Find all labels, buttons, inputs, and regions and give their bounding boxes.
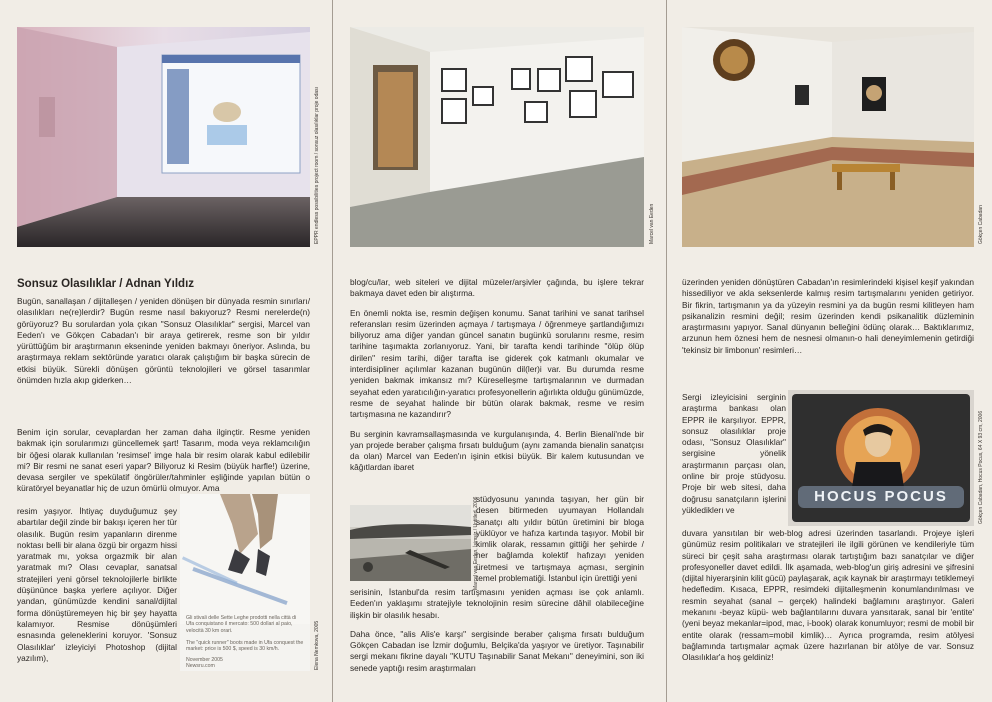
paragraph: Sergi izleyicisini serginin araştırma bankası olan EPPR ile karşılıyor. EPPR, sonsuz olasılıklar proje odası, "Sonsuz Olasılıklar" sergisine yönelik araştırmanın parçası olan, online bir proje stüdyosu. Proje bir web sitesi, daha doğrusu sanatçıların işlerini yüklediklerı ve — [682, 392, 786, 515]
inset-caption-italian: Gli stivali delle Sette Leghe prodotti nella città di Ufa conquistano il mercato: 500 dollari al paio, velocità 30 km orari. — [186, 615, 297, 634]
paragraph: üzerinden yeniden dönüştüren Cabadan'ın resimlerindeki kişisel keşif yakından hissediliyor ve akla seksenlerde kalmış resim tartışmalarını yeniden getiriyor. Bir fikrin, tartışmanın ya da yüzeyin resmini ya da bugün resmi kilitleyen ham psikanalizin resmini değil; resim üzerinden kendi psikanalitik düzleminin araştırmasını yapıyor. Sanal dünyanın belleğini ödünç olarak… Baktıklarımız, arzunun hem öznesi hem de nesnesi olmanın-o hali deneyimlemenin getirdiği 'tekinsiz bir limbonun' resimleri… — [682, 277, 974, 355]
article-column-2b — [476, 494, 644, 584]
gallery-frames-photo — [350, 27, 644, 247]
paragraph: Bu serginin kavramsallaşmasında ve kurgulanışında, 4. Berlin Bienali'nde bir yan projede beraber çalışma fırsatı bulduğum (aynı zamanda bienalin sanatçısı da olan) Marcel van Eeden'ın işinin etkisi büyük. Bir kalem kutusundan ve kâğıtlardan ibaret — [350, 428, 644, 473]
paragraph: Bugün, sanallaşan / dijitalleşen / yeniden dönüşen bir dünyada resmin sınırları/ olasılıkları ne(re)lerdir? Bugün resme nasıl bakıyoruz? Resmi nerelerde(n) görüyoruz? Bu sorulardan yola çıkan "Sonsuz Olasılıklar" sergisi, Marcel van Eeden'ı ve Gökçen Cabadan'ı bir araya getirerek, resme son bir yıldır yürüttüğüm bir araştırmanın ekseninde yeniden bakmayı öneriyor. Aslında, bu araştırmaya reklam sektöründe yaratıcı olarak çalıştığım bir başka sürecin de etkisi büyük. Sürekli dönüşen görüntü teknolojileri ve görsel tasarımlar önümden hızla akıp giderken… — [17, 296, 310, 386]
gallery-bench-photo — [682, 27, 974, 247]
paragraph: Daha önce, "alis Alis'e karşı" sergisinde beraber çalışma fırsatı bulduğum Gökçen Cabadan ise İzmir doğumlu, Belçika'da yaşıyor ve üretiyor. Taşınabilir sergi mekanı fikrine dayalı "KUTU Taşınabilir Sanat Mekanı" deneyimini, son iki senede yaptığı resim araştırmaları — [350, 628, 644, 673]
gallery-projection-photo — [17, 27, 310, 247]
article-column-1c — [17, 506, 177, 664]
article-column-1 — [17, 296, 310, 394]
hocus-pocus-painting — [788, 390, 974, 526]
article-column-2 — [350, 277, 644, 474]
inset-caption-date: November 2005 — [186, 657, 223, 663]
paragraph: En önemli nokta ise, resmin değişen konumu. Sanat tarihini ve sanat tarihsel referansları resim üzerinden açmaya / tartışmaya / öğrenmeye şartlandığımızı biliyoruz ama diğer yandan güncel sanatın bugünkü sorularını resme, resim tarihine taşımakta zorlanıyoruz. Yani, bir tarafta kendi tarihinde "ölüp ölüp dirilen" resim tarihi, diğer tarafta ise giderek çok katmanlı okumalar ve interdisipliner açılımlar kazanan bugünün dil(ler)i var. Bu durumda resme yeniden bakmak imkansız mı? Küreselleşme tartışmalarının ve durmadan seyahat eden yaratıcılığın-yaratıcı profesyonellerin ağırlıkta olduğu günümüzde, resme de seyahat halinde bir bütün olarak bakmak, resme ve resim tartışmasına ne kazandırır? — [350, 307, 644, 420]
boots-inset-image — [180, 494, 310, 671]
inset-credit: Elena Nemkova, 2005 — [314, 620, 320, 670]
photo-credit: Gökçen Cabadan — [978, 205, 984, 244]
paragraph: stüdyosunu yanında taşıyan, her gün bir desen bitirmeden uyumayan Hollandalı sanatçı altı yıldır bütün üretimini bir bloga yüklüyor ve hafıza kartında taşıyor. Mobil bir kimlik olarak, ressamın gittiği her şehirde / her bağlamda kolektif hafızayı yeniden üretmesi ve tartışmaya açması, serginin temel problematiği. İstanbul için ürettiği yeni — [476, 494, 644, 584]
paragraph: blog/cu/lar, web siteleri ve dijital müzeler/arşivler çağında, bu işlere tekrar bakmaya davet eden bir alıştırma. — [350, 277, 644, 299]
article-title: Sonsuz Olasılıklar / Adnan Yıldız — [17, 278, 195, 290]
harbour-drawing-inset — [350, 505, 471, 581]
paragraph: Benim için sorular, cevaplardan her zaman daha ilginçtir. Resme yeniden bakmak için sorularımızı güncellemek şart! Tasarım, moda veya reklamcılığın bir öğesi olarak kullanılan 'resimsel' imge hala bir resim olarak kabul edilebilir mi? Bir resmi ne sanat eseri yapar? Biliyoruz ki Resim (büyük harfle!) üzerine, devasa sergiler ve spekülatif öngörüler/tahminler eşliğinde yapılan bütün o küratöryel beyanatlar hiç de uzun ömürlü olmuyor. Ama — [17, 427, 310, 494]
article-column-3 — [682, 277, 974, 364]
page-left — [0, 0, 331, 702]
photo-credit: Marcel van Eeden — [649, 203, 655, 244]
inset-caption-source: Newsru.com — [186, 663, 215, 669]
hocus-pocus-sign: HOCUS POCUS — [814, 488, 948, 505]
inset-caption-english: The "quick runner" boots made in Ufa conquest the market: price is 500 $, speed is 30 km/h. — [186, 640, 304, 653]
page-middle — [333, 0, 666, 702]
photo-credit: EPPR endless possibilities project room / sonsuz olasılıklar proje odası — [314, 86, 320, 244]
article-column-2c — [350, 587, 644, 682]
article-column-3c — [682, 528, 974, 664]
page-right — [667, 0, 992, 702]
article-column-3b — [682, 392, 786, 516]
article-column-1b — [17, 427, 310, 495]
paragraph: serisinin, İstanbul'da resim tartışmasını yeniden açması ise çok anlamlı. Eeden'ın yaklaşımı stratejiyle teknolojinin resim sürecine dâhil olabileceğine ilişkin bir olasılık hesabı. — [350, 587, 644, 620]
paragraph: duvara yansıtılan bir web-blog adresi üzerinden tasarlandı. Projeye işleri günümüz resim politikaları ve stratejileri ile ilgili görünen ve kendileriyle tüm süreci bir çeşit saha araştırması olarak tartıştığım bazı sanatçılar ve diğer profesyoneller davet edildi. İlk aşamada, web-blog'un giriş adresini ve şifresini (dijital hiyerarşinin kilit gücü) paylaşarak, açık kaynak bir araştırmayı tetiklemeyi hedefledim. Kısaca, EPPR, resimdeki dijitalleşmenin konumlandırılması ve resmin seyahat (sanal – gerçek) halindeki bağlamını araştırıyor. Galeri mekanını -beyaz küpü- web bağlantılarını duvara yansıtarak, sanal bir 'entite' (yeni beyaz mekanlar=ipod, mac, i-book) olarak konumluyor; resmi de mobil bir entite olarak (ressam=mobil kimlik)… Ayrıca programda, resim atölyesi bağlamında tartışmalar açmak üzere hazırlanan bir atölye de var. Sonsuz Olasılıklar'a hoş geldiniz! — [682, 528, 974, 663]
inset-credit: Marcel van Eeden, İsimsiz / Untitled, 2006 — [473, 496, 479, 590]
inset-credit: Gökçen Cabadan, Hocus Pocus, 64 X 93 cm, 2006 — [978, 410, 984, 524]
paragraph: resim yaşıyor. İhtiyaç duyduğumuz şey abartılar değil zinde bir bakışı içeren her tür olasılık. Bugün resim yapanların direnme noktası belli bir alana özgü bir orgazm hissi yaratmak mı, yoksa orgazmik bir alan yaratmak mı? Olası cevaplar, sanatsal stratejileri yeni görsel teknolojilerle birlikte düşününce başka yerlere açılıyor. Diğer yandan, günümüzde kendini sanal/dijital forma dönüştüremeyen hiç bir şey hayatta kalamıyor. Resmise dönüşümleri esnasında geleneklerini koruyor. 'Sonsuz Olasılıklar' izleyiciyi Photoshop (dijital yazılım), — [17, 506, 177, 663]
